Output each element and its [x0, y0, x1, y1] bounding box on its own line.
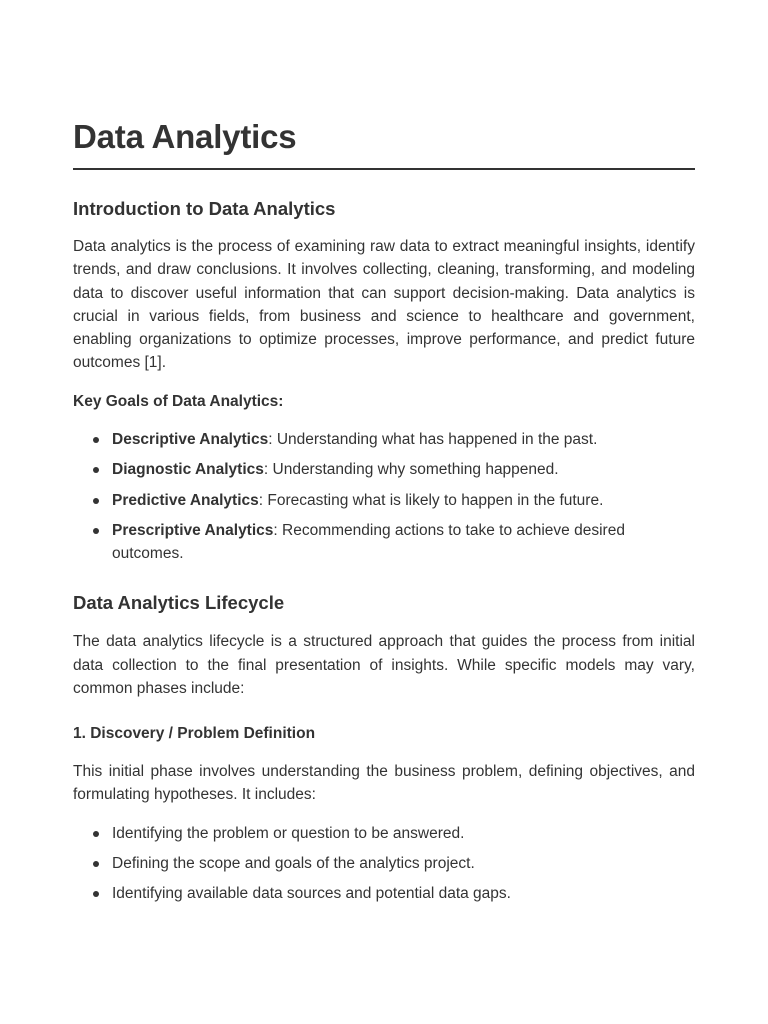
key-goals-list: [73, 428, 695, 566]
list-item-text: Identifying the problem or question to be answered.: [112, 824, 465, 842]
goal-description: : Recommending actions to take to achieve desired outcomes.: [112, 522, 625, 563]
goal-description: : Forecasting what is likely to happen in the future.: [258, 491, 604, 509]
key-goals-heading: Key Goals of Data Analytics:: [73, 392, 284, 410]
list-item: [112, 822, 695, 845]
title-divider: [73, 168, 695, 170]
goal-description: : Understanding what has happened in the past.: [268, 430, 598, 448]
lifecycle-paragraph: The data analytics lifecycle is a structured approach that guides the process from initial data collection to the final presentation of insights. While specific models may vary, common phases include:: [73, 633, 695, 697]
bullet-icon: [93, 528, 99, 534]
bullet-icon: [93, 891, 99, 897]
section-heading-introduction: Introduction to Data Analytics: [73, 198, 336, 219]
phase-heading-discovery: 1. Discovery / Problem Definition: [73, 725, 316, 743]
list-item: [112, 428, 695, 451]
goal-term: Predictive Analytics: [112, 491, 259, 509]
section-heading-lifecycle: Data Analytics Lifecycle: [73, 592, 285, 614]
list-item: [112, 489, 695, 512]
discovery-items-list: [73, 822, 695, 905]
introduction-paragraph: Data analytics is the process of examining raw data to extract meaningful insights, identify trends, and draw conclusions. It involves collecting, cleaning, transforming, and modeling data to discover useful information that can support decision-making. Data analytics is crucial in various fields, from business and science to healthcare and government, enabling organizations to optimize processes, improve performance, and predict future outcomes [1].: [73, 238, 695, 372]
bullet-icon: [93, 498, 99, 504]
goal-term: Diagnostic Analytics: [112, 461, 264, 479]
list-item-text: Defining the scope and goals of the analytics project.: [112, 854, 475, 872]
bullet-icon: [93, 437, 99, 443]
bullet-icon: [93, 831, 99, 837]
list-item: [112, 519, 695, 565]
list-item: [112, 458, 695, 481]
bullet-icon: [93, 467, 99, 473]
goal-description: : Understanding why something happened.: [263, 461, 559, 479]
bullet-icon: [93, 861, 99, 867]
list-item-text: Identifying available data sources and potential data gaps.: [112, 884, 511, 902]
list-item: [112, 882, 695, 905]
list-item: [112, 852, 695, 875]
document-title: Data Analytics: [73, 118, 297, 155]
goal-term: Descriptive Analytics: [112, 430, 269, 448]
discovery-paragraph: This initial phase involves understanding the business problem, defining objectives, and formulating hypotheses. It includes:: [73, 763, 695, 804]
goal-term: Prescriptive Analytics: [112, 522, 274, 540]
